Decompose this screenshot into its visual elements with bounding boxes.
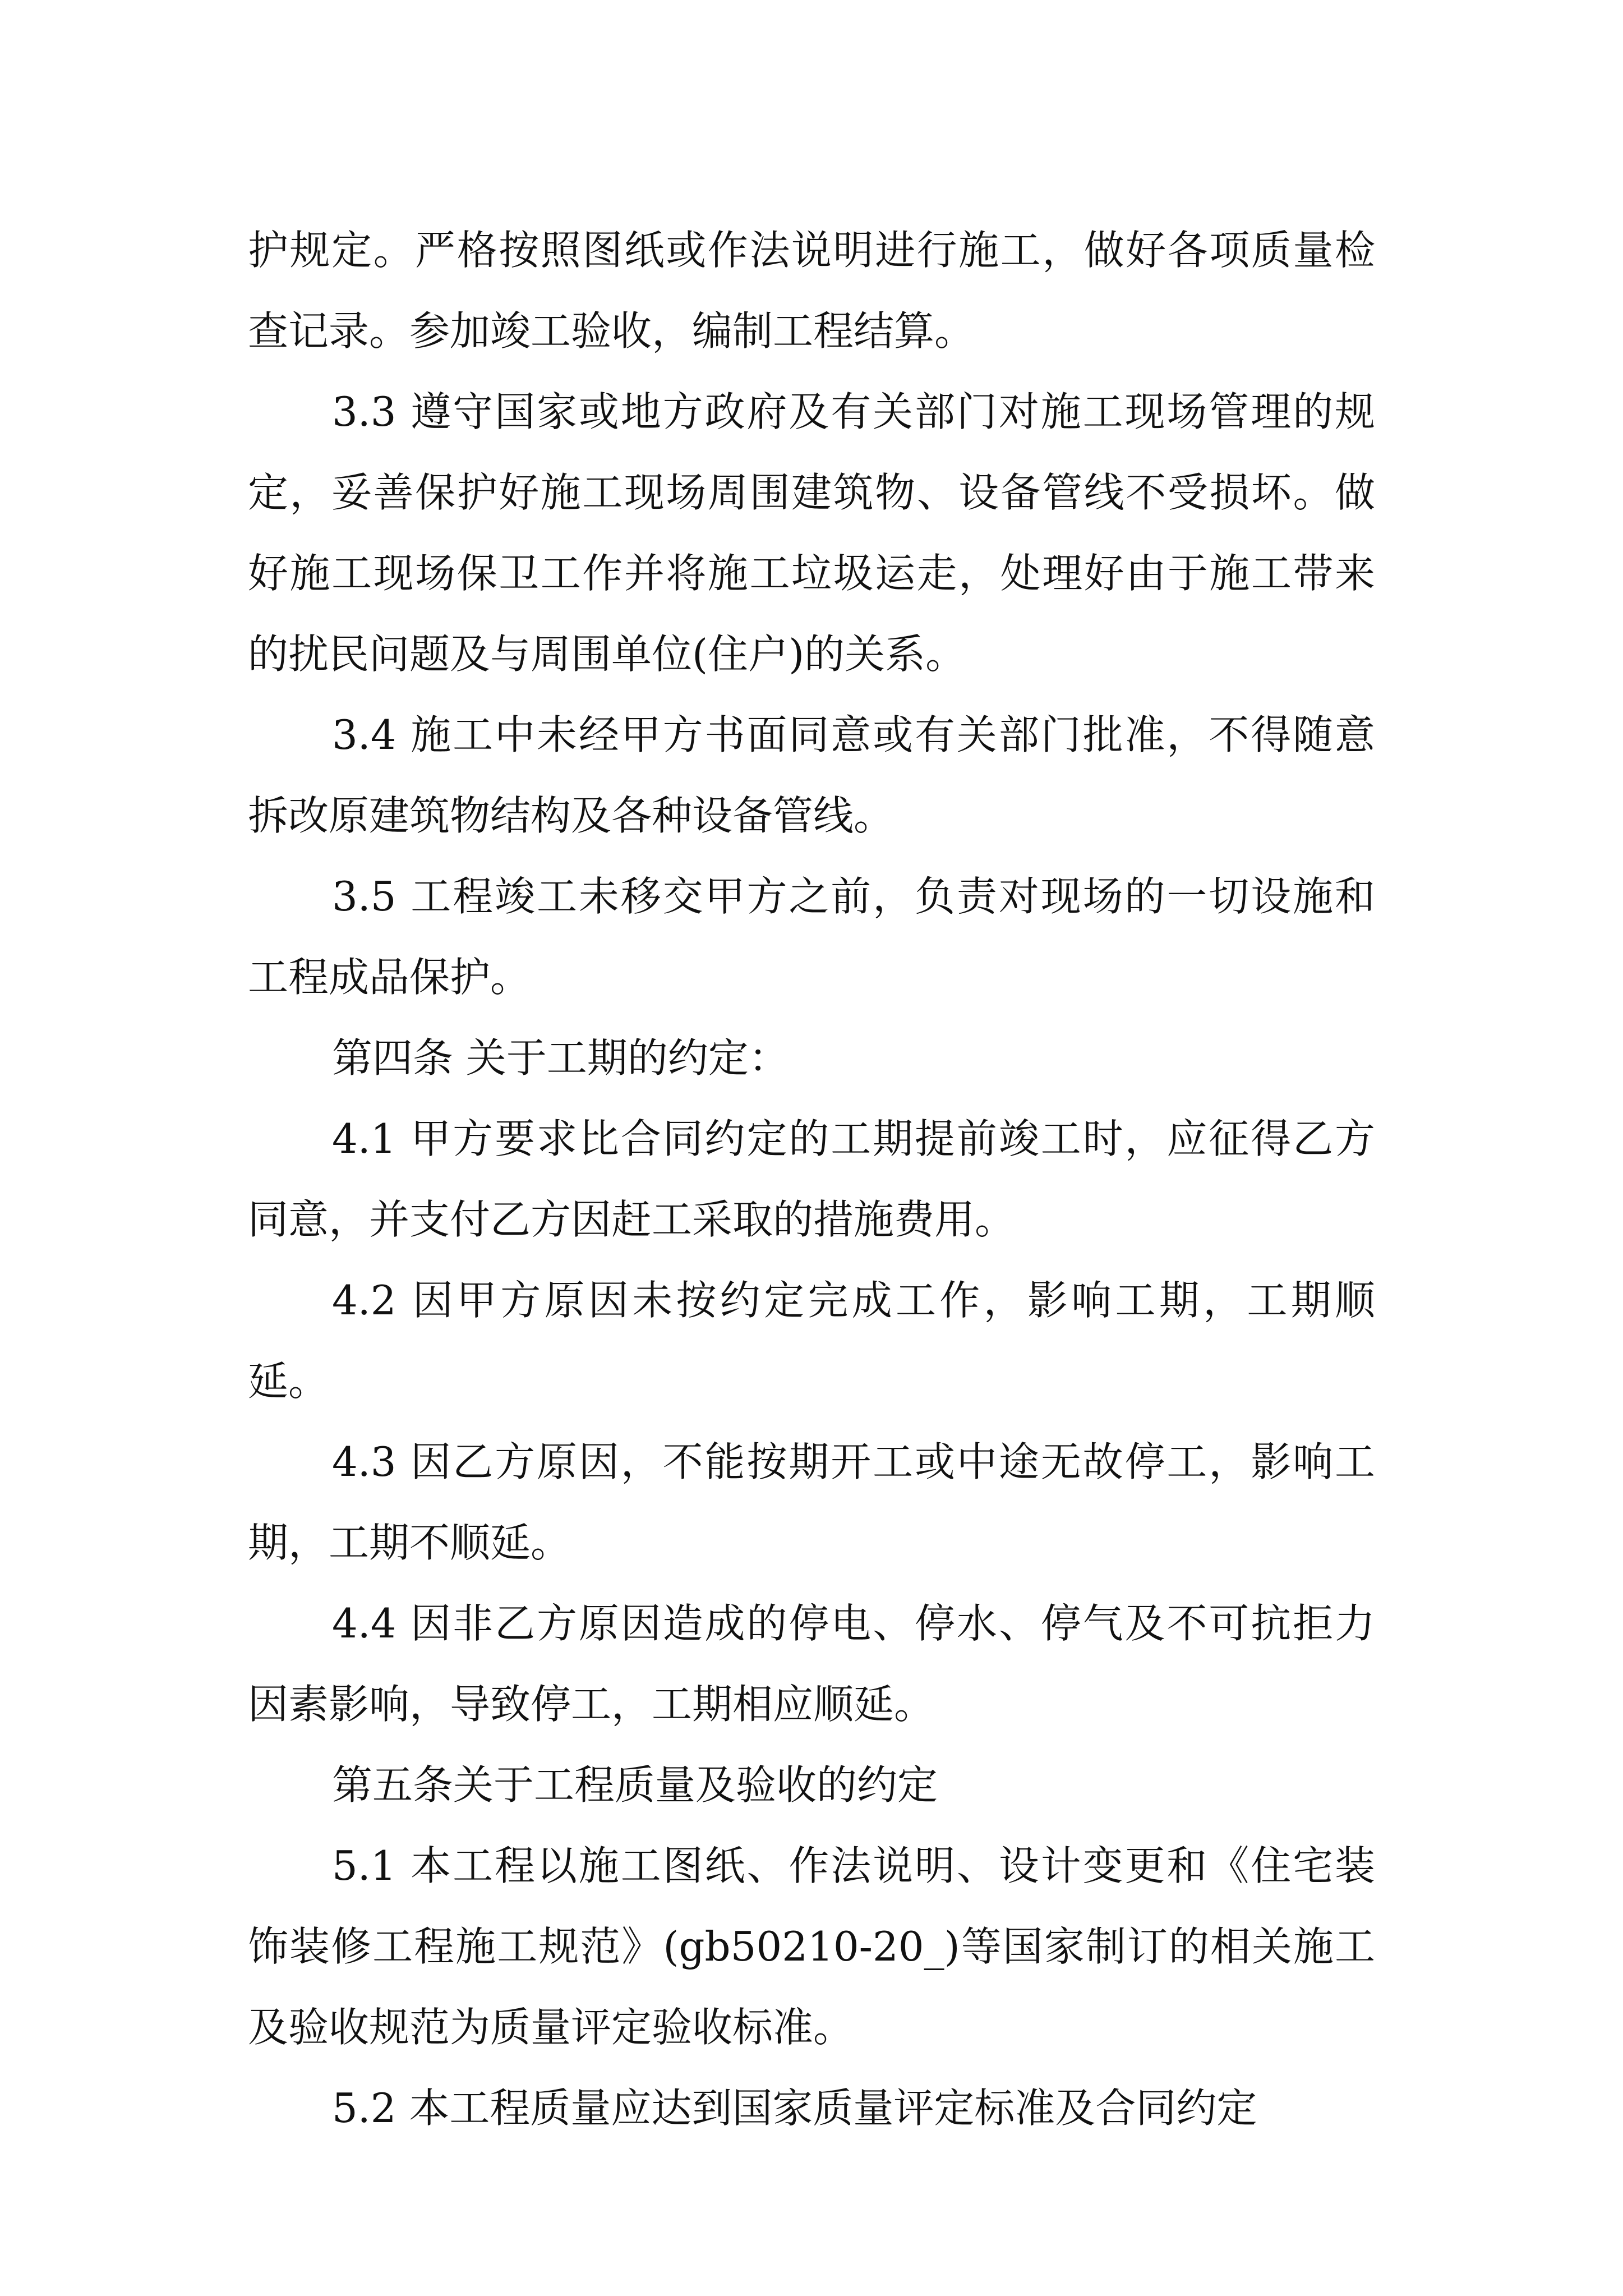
paragraph-3-4: 3.4 施工中未经甲方书面同意或有关部门批准，不得随意拆改原建筑物结构及各种设备管线。 [248, 711, 1375, 839]
paragraph-3-5: 3.5 工程竣工未移交甲方之前，负责对现场的一切设施和工程成品保护。 [248, 873, 1375, 1001]
paragraph-4-4: 4.4 因非乙方原因造成的停电、停水、停气及不可抗拒力因素影响，导致停工，工期相应顺延。 [248, 1600, 1375, 1728]
paragraph-4-2: 4.2 因甲方原因未按约定完成工作，影响工期，工期顺延。 [248, 1277, 1375, 1405]
paragraph-continuation: 护规定。严格按照图纸或作法说明进行施工，做好各项质量检查记录。参加竣工验收，编制工程结算。 [248, 227, 1375, 355]
section-heading-article-4: 第四条 关于工期的约定： [332, 1034, 789, 1082]
paragraph-5-1: 5.1 本工程以施工图纸、作法说明、设计变更和《住宅装饰装修工程施工规范》(gb50210-20_)等国家制订的相关施工及验收规范为质量评定验收标准。 [248, 1842, 1375, 2051]
paragraph-3-3: 3.3 遵守国家或地方政府及有关部门对施工现场管理的规定，妥善保护好施工现场周围建筑物、设备管线不受损坏。做好施工现场保卫工作并将施工垃圾运走，处理好由于施工带来的扰民问题及与周围单位(住户)的关系。 [248, 388, 1375, 678]
document-body [248, 210, 1375, 2148]
section-heading-article-5: 第五条关于工程质量及验收的约定 [332, 1761, 938, 1809]
paragraph-4-1: 4.1 甲方要求比合同约定的工期提前竣工时，应征得乙方同意，并支付乙方因赶工采取的措施费用。 [248, 1115, 1375, 1243]
paragraph-5-2: 5.2 本工程质量应达到国家质量评定标准及合同约定 [332, 2085, 1257, 2132]
paragraph-4-3: 4.3 因乙方原因，不能按期开工或中途无故停工，影响工期，工期不顺延。 [248, 1438, 1375, 1566]
